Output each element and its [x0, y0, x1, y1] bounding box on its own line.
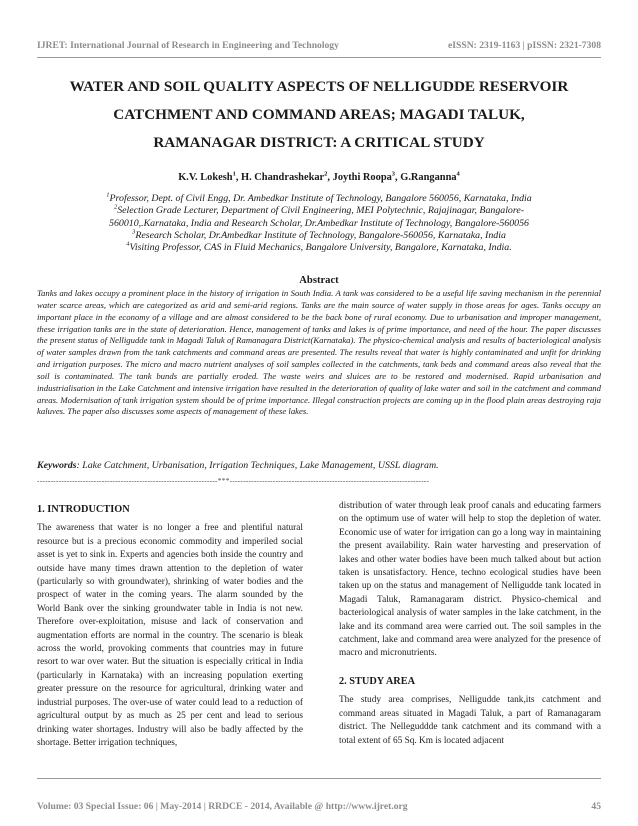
study-area-heading: 2. STUDY AREA [339, 675, 415, 687]
keywords-label: Keywords [37, 460, 77, 471]
author-list [30, 172, 608, 183]
journal-name: IJRET: International Journal of Research in Engineering and Technology [37, 40, 339, 51]
left-column [37, 503, 303, 750]
paper-title [30, 73, 608, 157]
affiliations [30, 193, 608, 254]
study-area-paragraph: The study area comprises, Nelligudde tank,its catchment and command areas situated in Magadi Taluk, a part of Ramanagaram district. The Nelleguddde tank catchment and its command with a total extent of 65 Sq. Km is located adjacent [339, 695, 601, 746]
author-superscript: 3 [391, 170, 396, 178]
author-superscript: 4 [456, 170, 460, 178]
right-column [339, 500, 601, 748]
title-line-3: RAMANAGAR DISTRICT: A CRITICAL STUDY [153, 134, 485, 151]
affiliation-2-cont: 560010,.Karnataka, India and Research Scholar, Dr.Ambedkar Institute of Technology, Bangalore-560056 [109, 217, 529, 229]
author-name: , Joythi Roopa [327, 172, 392, 183]
issn-text: eISSN: 2319-1163 | pISSN: 2321-7308 [448, 40, 601, 51]
footer-citation: Volume: 03 Special Issue: 06 | May-2014 | RRDCE - 2014, Available @ http://www.ijret.org [37, 801, 408, 812]
abstract-heading: Abstract [299, 275, 339, 286]
affiliation-3: $^3$Research Scholar, Dr.Ambedkar Institute of Technology, Bangalore-560056, Karnataka, India [132, 228, 506, 241]
keywords [37, 460, 601, 471]
section-separator: -------------------------------------------------------------------***-------------------------------------------------------------------------- [37, 476, 430, 485]
intro-heading: 1. INTRODUCTION [37, 504, 130, 515]
spacer [339, 661, 601, 675]
header-rule [37, 57, 601, 58]
intro-continued-paragraph: distribution of water through leak proof canals and educating farmers on the optimum use of water will help to stop the depletion of water. Economic use of water for irrigation can go a long way in maintaining the present availability. Rain water harvesting and preservation of lakes and other water bodies have been much talked about but action taken is unsatisfactory. Hence, techno ecological studies have been taken up on the status and management of Nelligudde tank located in Magadi Taluk, Ramanagaram district. Physico-chemical and bacteriological analysis of water samples in the lake catchment, in the lake and its command area were carried out. The soil samples in the catchment, lake and command area were analyzed for the presence of macro and micronutrients. [339, 501, 601, 659]
author-superscript: 1 [232, 170, 236, 178]
keywords-text: : Lake Catchment, Urbanisation, Irrigation Techniques, Lake Management, USSL diagram. [76, 460, 439, 471]
running-footer [37, 801, 601, 815]
title-line-1: WATER AND SOIL QUALITY ASPECTS OF NELLIGUDDE RESERVOIR [69, 78, 569, 95]
author-name: K.V. Lokesh [178, 172, 233, 183]
affiliation-2: $^2$Selection Grade Lecturer, Department of Civil Engineering, MEI Polytechnic, Rajajinagar, Bangalore- [113, 204, 525, 217]
running-header [37, 40, 601, 54]
intro-paragraph: The awareness that water is no longer a free and plentiful natural resource but is a precious economic commodity and imperiled social asset is yet to sink in. Experts and agencies both inside the country and outside have many times drawn attention to the depletion of water (particularly so with groundwater), shrinking of water bodies and the prospect of water in the coming years. The alarm sounded by the World Bank over the sinking groundwater table in India is not new. Therefore over-exploitation, misuse and lack of conservation and augmentation efforts are normal in the country. The scenario is bleak across the world, provoking comments that countries may in future resort to war over water. But the situation is especially critical in India (particularly in Karnataka) with an increasing population exerting greater pressure on the resource for agricultural, drinking water and industrial purposes. The over-use of water could lead to a reduction of agricultural output by as much as 25 per cent and lead to serious drinking water shortages. Industry will also be badly affected by the shortage. Better irrigation techniques, [37, 523, 303, 748]
abstract-text: Tanks and lakes occupy a prominent place in the history of irrigation in South India. A tank was considered to be a useful life saving mechanism in the perennial water scarce areas, which are categorized as arid and semi-arid regions. Tanks are the main source of water supply in those areas for ages. Tanks occupy an important place in the economy of a village and are almost considered to be the back bone of rural economy. Due to urbanisation and improper management, these irrigation tanks are in the state of deterioration. Hence, management of tanks and lakes is of prime importance, and need of the hour. The paper discusses the present status of Nelligudde tank in Magadi Taluk of Ramanagara District(Karnataka). The physico-chemical analysis and results of bacteriological analysis of water samples drawn from the tank catchments and command areas are presented. The results reveal that water is highly contaminated and unfit for drinking and irrigation purposes. The micro and macro nutrient analyses of soil samples collected in the catchments, tank beds and command areas also reveal that the soil is contaminated. The tank bunds are partially eroded. The waste weirs and sluices are to be restored and modernised. Rapid urbanisation and industrialisation in the Lake Catchment and intensive irrigation have resulted in the deterioration of quality of lake water and soil in the catchment and command areas. Modernisation of tank irrigation system should be of prime importance. Illegal construction projects are coming up in the flood plain areas destroying raja kaluves. The paper also discusses some aspects of management of these lakes. [37, 288, 601, 417]
title-line-2: CATCHMENT AND COMMAND AREAS; MAGADI TALUK, [113, 106, 525, 123]
author-superscript: 2 [324, 170, 328, 178]
affiliation-4: $^4$Visiting Professor, CAS in Fluid Mechanics, Bangalore University, Bangalore, Karnataka, India. [126, 240, 512, 254]
author-name: , H. Chandrashekar [235, 172, 325, 183]
affiliation-1: $^1$Professor, Dept. of Civil Engg, Dr. Ambedkar Institute of Technology, Bangalore 560056, Karnataka, India [106, 191, 532, 204]
author-name: , G.Ranganna [395, 172, 457, 183]
footer-rule [37, 778, 601, 779]
page-number: 45 [591, 801, 601, 812]
